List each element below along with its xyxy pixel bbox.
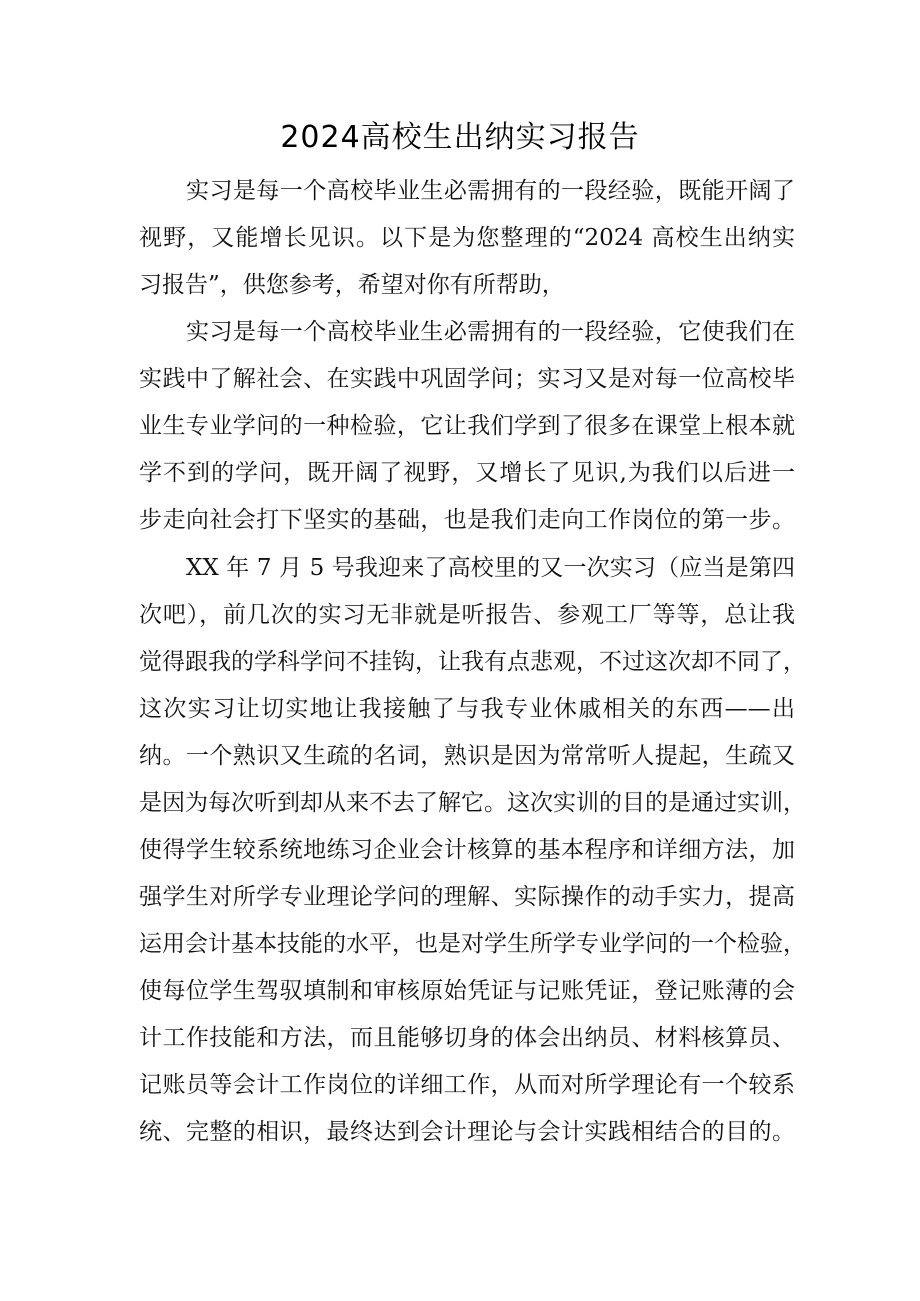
paragraph-line: 业生专业学问的一种检验，它让我们学到了很多在课堂上根本就 xyxy=(139,413,795,439)
paragraph-line: 使每位学生驾驭填制和审核原始凭证与记账凭证，登记账薄的会 xyxy=(139,978,795,1004)
paragraph-line: 学不到的学问，既开阔了视野，又增长了见识,为我们以后进一 xyxy=(139,460,795,486)
paragraph-line: 计工作技能和方法，而且能够切身的体会出纳员、材料核算员、 xyxy=(139,1025,795,1051)
paragraph-line: 使得学生较系统地练习企业会计核算的基本程序和详细方法，加 xyxy=(139,837,795,863)
paragraph-line: 实习是每一个高校毕业生必需拥有的一段经验，既能开阔了 xyxy=(186,178,795,204)
paragraph-line: 实践中了解社会、在实践中巩固学问；实习又是对每一位高校毕 xyxy=(139,366,795,392)
paragraph-3 xyxy=(139,545,806,1156)
paragraph-1 xyxy=(139,168,795,309)
paragraph-line: 纳。一个熟识又生疏的名词，熟识是因为常常听人提起，生疏又 xyxy=(139,743,795,769)
paragraph-line: 是因为每次听到却从来不去了解它。这次实训的目的是通过实训， xyxy=(139,790,806,816)
paragraph-line: 实习是每一个高校毕业生必需拥有的一段经验，它使我们在 xyxy=(186,319,795,345)
paragraph-line: 视野，又能增长见识。以下是为您整理的“2024 高校生出纳实 xyxy=(139,225,795,251)
paragraph-line: 记账员等会计工作岗位的详细工作，从而对所学理论有一个较系 xyxy=(139,1072,795,1098)
paragraph-line: 强学生对所学专业理论学问的理解、实际操作的动手实力，提高 xyxy=(139,884,795,910)
paragraph-line: 觉得跟我的学科学问不挂钩，让我有点悲观，不过这次却不同了， xyxy=(139,649,806,675)
paragraph-2 xyxy=(139,309,795,544)
paragraph-line: XX 年 7 月 5 号我迎来了高校里的又一次实习（应当是第四 xyxy=(186,555,795,581)
paragraph-line: 步走向社会打下坚实的基础，也是我们走向工作岗位的第一步。 xyxy=(139,507,795,533)
paragraph-line: 次吧），前几次的实习无非就是听报告、参观工厂等等，总让我 xyxy=(139,602,795,628)
paragraph-line: 这次实习让切实地让我接触了与我专业休戚相关的东西——出 xyxy=(139,696,795,722)
paragraph-line: 习报告”，供您参考，希望对你有所帮助， xyxy=(139,272,565,298)
paragraph-line: 运用会计基本技能的水平，也是对学生所学专业学问的一个检验， xyxy=(139,931,806,957)
paragraph-line: 统、完整的相识，最终达到会计理论与会计实践相结合的目的。 xyxy=(139,1119,795,1145)
document-title: 2024高校生出纳实习报告 xyxy=(280,120,640,155)
